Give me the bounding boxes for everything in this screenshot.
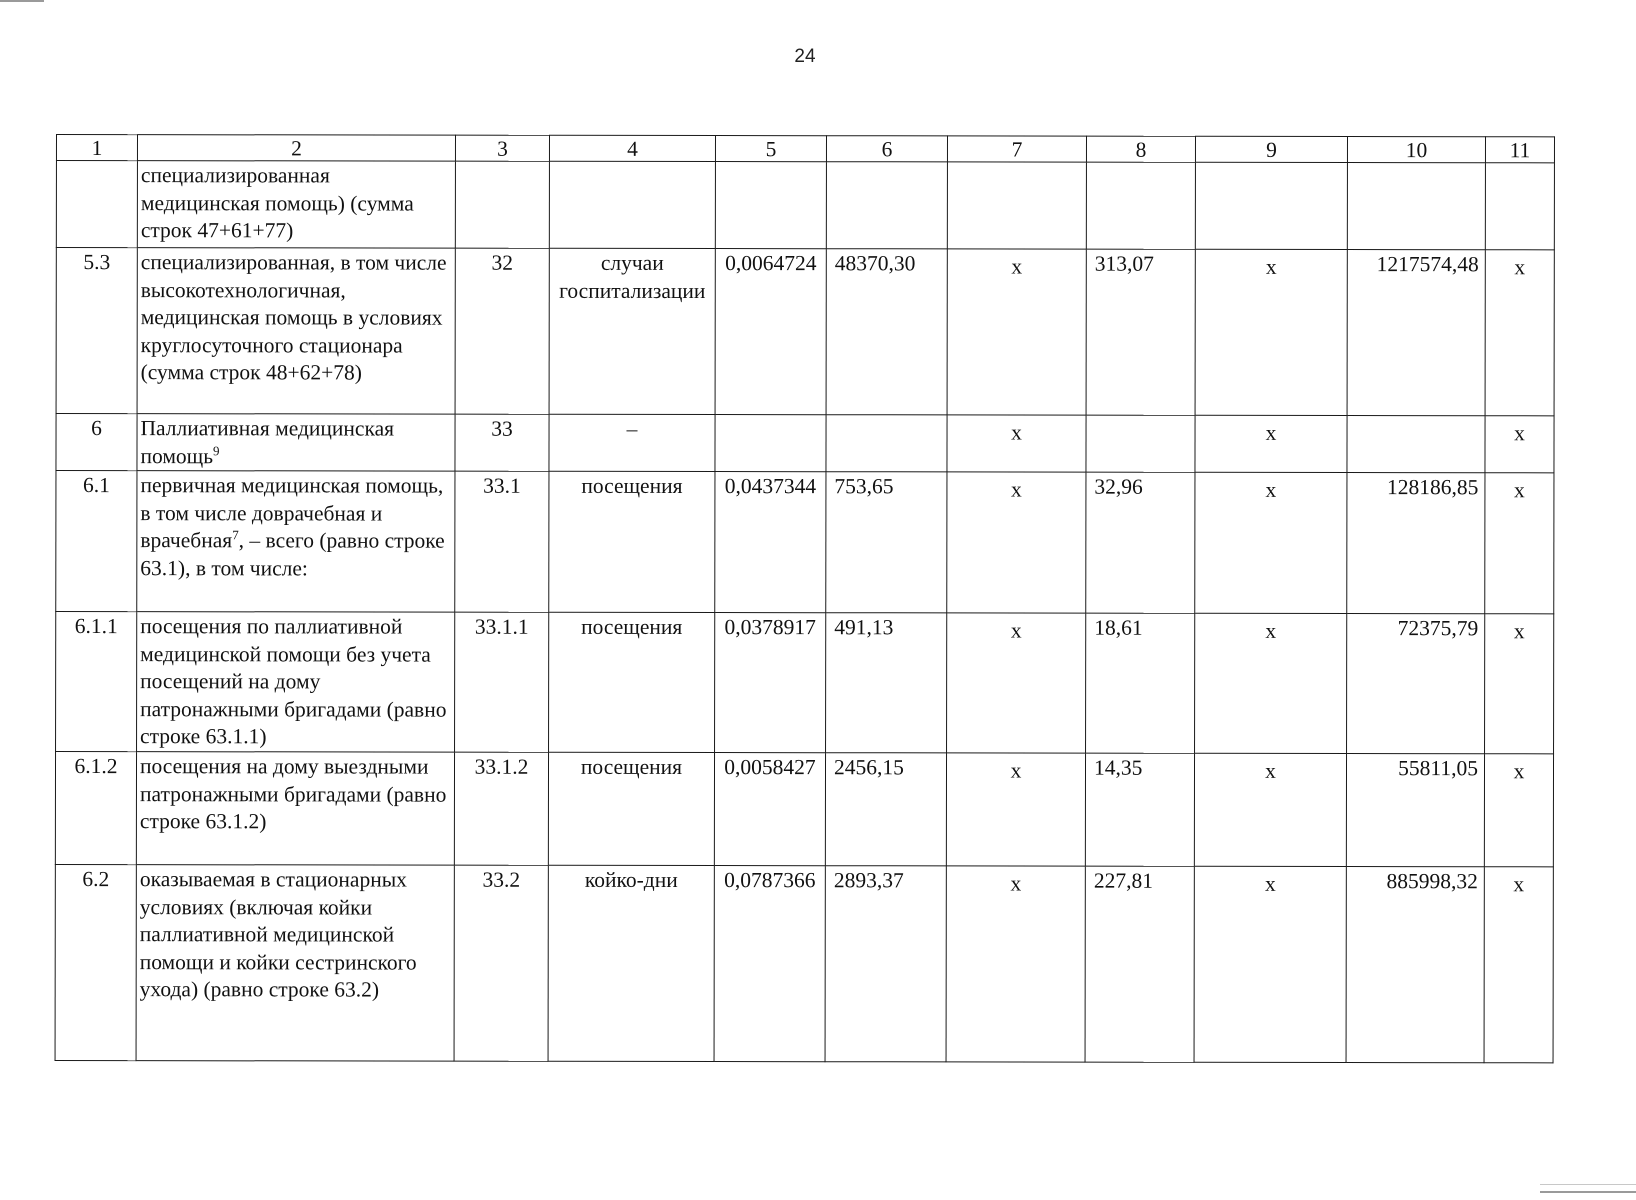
total-cost bbox=[1347, 163, 1485, 250]
cell-col11: х bbox=[1484, 867, 1553, 1063]
cell-col11: х bbox=[1485, 473, 1554, 614]
cell-col7: х bbox=[947, 249, 1086, 415]
scan-edge-line bbox=[1540, 1191, 1636, 1193]
unit: койко-дни bbox=[548, 865, 714, 1061]
unit: посещения bbox=[548, 752, 714, 865]
cost-per-unit: 2893,37 bbox=[825, 866, 946, 1062]
row-code: 6.2 bbox=[55, 864, 136, 1060]
cost-per-unit: 491,13 bbox=[826, 613, 947, 753]
unit: посещения bbox=[549, 471, 715, 612]
standard-volume: 0,0378917 bbox=[715, 613, 826, 753]
row-name bbox=[137, 471, 455, 612]
cost-per-unit: 753,65 bbox=[826, 472, 947, 613]
column-number: 2 bbox=[137, 135, 455, 161]
row-name bbox=[137, 612, 455, 752]
row-name-text: посещения на дому выездными патронажными бригадами (равно строке 63.1.2) bbox=[139, 754, 447, 834]
cell-col11: х bbox=[1485, 250, 1554, 416]
per-capita-cost: 18,61 bbox=[1086, 613, 1195, 753]
column-number-row bbox=[56, 135, 1554, 163]
row-name bbox=[137, 248, 455, 414]
line-number: 33.1.1 bbox=[455, 612, 549, 752]
cost-per-unit bbox=[826, 162, 947, 249]
column-number: 8 bbox=[1086, 136, 1195, 162]
table-row bbox=[56, 248, 1554, 416]
total-cost: 1217574,48 bbox=[1347, 250, 1485, 416]
standard-volume: 0,0064724 bbox=[715, 249, 826, 415]
row-name-text: посещения по паллиативной медицинской помощи без учета посещений на дому патронажными бригадами (равно строке 63.1.1) bbox=[140, 614, 447, 749]
unit bbox=[549, 161, 715, 248]
cell-col9: х bbox=[1195, 249, 1347, 415]
scan-edge-line bbox=[0, 0, 44, 2]
per-capita-cost bbox=[1086, 415, 1195, 472]
row-name-text: специализированная медицинская помощь) (сумма строк 47+61+77) bbox=[140, 163, 414, 243]
cell-col7: х bbox=[946, 753, 1085, 866]
total-cost: 72375,79 bbox=[1347, 614, 1485, 754]
row-code: 6.1.1 bbox=[56, 612, 137, 752]
cell-col7: х bbox=[947, 472, 1086, 613]
total-cost bbox=[1347, 416, 1485, 473]
per-capita-cost: 227,81 bbox=[1085, 866, 1194, 1062]
cell-col9: х bbox=[1195, 415, 1347, 472]
per-capita-cost: 313,07 bbox=[1086, 249, 1195, 415]
row-code bbox=[56, 161, 137, 248]
row-code: 5.3 bbox=[56, 248, 137, 414]
column-number: 4 bbox=[549, 135, 715, 161]
footnote-mark: 7 bbox=[232, 527, 239, 543]
row-code: 6.1.2 bbox=[55, 752, 136, 865]
unit: посещения bbox=[549, 612, 715, 752]
column-number: 6 bbox=[826, 136, 947, 162]
row-name-text: первичная медицинская помощь, в том числе доврачебная и врачебная bbox=[140, 473, 444, 553]
line-number: 33 bbox=[455, 414, 549, 471]
column-number: 9 bbox=[1195, 136, 1347, 162]
cell-col9: х bbox=[1194, 866, 1346, 1062]
table-row bbox=[56, 161, 1554, 250]
row-code: 6 bbox=[56, 414, 137, 471]
column-number: 11 bbox=[1485, 137, 1554, 163]
row-name-text: оказываемая в стационарных условиях (включая койки паллиативной медицинской помощи и койки сестринского ухода) (равно строке 63.2) bbox=[139, 867, 417, 1002]
standard-volume: 0,0787366 bbox=[714, 866, 825, 1062]
row-name bbox=[137, 161, 455, 248]
per-capita-cost bbox=[1086, 162, 1195, 249]
scan-edge-line bbox=[1540, 1184, 1636, 1185]
cell-col7: х bbox=[947, 415, 1086, 472]
cell-col7: х bbox=[947, 613, 1086, 753]
cell-col9: х bbox=[1195, 613, 1347, 753]
row-name bbox=[137, 414, 455, 471]
unit: случаи госпитализации bbox=[549, 248, 715, 414]
table-row bbox=[55, 752, 1553, 867]
row-name bbox=[136, 752, 454, 865]
line-number: 33.1.2 bbox=[454, 752, 548, 865]
row-code: 6.1 bbox=[56, 471, 137, 612]
table-row bbox=[56, 612, 1554, 754]
standard-volume bbox=[715, 415, 826, 472]
cell-col11 bbox=[1485, 163, 1554, 250]
column-number: 10 bbox=[1347, 137, 1485, 163]
per-capita-cost: 14,35 bbox=[1085, 753, 1194, 866]
cost-per-unit bbox=[826, 415, 947, 472]
table-row bbox=[55, 864, 1553, 1062]
line-number bbox=[455, 161, 549, 248]
total-cost: 55811,05 bbox=[1346, 754, 1484, 867]
line-number: 32 bbox=[455, 248, 549, 414]
column-number: 3 bbox=[455, 135, 549, 161]
cell-col7 bbox=[947, 162, 1086, 249]
cell-col11: х bbox=[1484, 754, 1553, 867]
row-name-tail: , – всего (равно строке 63.1), в том числе: bbox=[140, 528, 445, 580]
cell-col9: х bbox=[1195, 472, 1347, 613]
column-number: 5 bbox=[715, 136, 826, 162]
standard-volume: 0,0058427 bbox=[714, 753, 825, 866]
per-capita-cost: 32,96 bbox=[1086, 472, 1195, 613]
row-name-text: Паллиативная медицинская помощь bbox=[140, 416, 395, 468]
cell-col7: х bbox=[946, 866, 1085, 1062]
cell-col11: х bbox=[1485, 614, 1554, 754]
page-number: 24 bbox=[794, 46, 816, 67]
cost-per-unit: 48370,30 bbox=[826, 249, 947, 415]
standard-volume: 0,0437344 bbox=[715, 472, 826, 613]
cost-per-unit: 2456,15 bbox=[825, 753, 946, 866]
cell-col11: х bbox=[1485, 416, 1554, 473]
column-number: 7 bbox=[947, 136, 1086, 162]
statistics-table bbox=[55, 134, 1555, 1063]
row-name bbox=[136, 865, 454, 1061]
column-number: 1 bbox=[56, 135, 137, 161]
cell-col9 bbox=[1195, 162, 1347, 249]
line-number: 33.2 bbox=[454, 865, 548, 1061]
total-cost: 885998,32 bbox=[1346, 867, 1484, 1063]
line-number: 33.1 bbox=[455, 471, 549, 612]
cell-col9: х bbox=[1194, 753, 1346, 866]
row-name-text: специализированная, в том числе высокотехнологичная, медицинская помощь в условиях круглосуточного стационара (сумма строк 48+62+78) bbox=[140, 250, 447, 385]
unit: – bbox=[549, 414, 715, 471]
table-row bbox=[56, 414, 1554, 473]
total-cost: 128186,85 bbox=[1347, 473, 1485, 614]
footnote-mark: 9 bbox=[213, 442, 220, 458]
table-row bbox=[56, 471, 1554, 614]
standard-volume bbox=[715, 162, 826, 249]
